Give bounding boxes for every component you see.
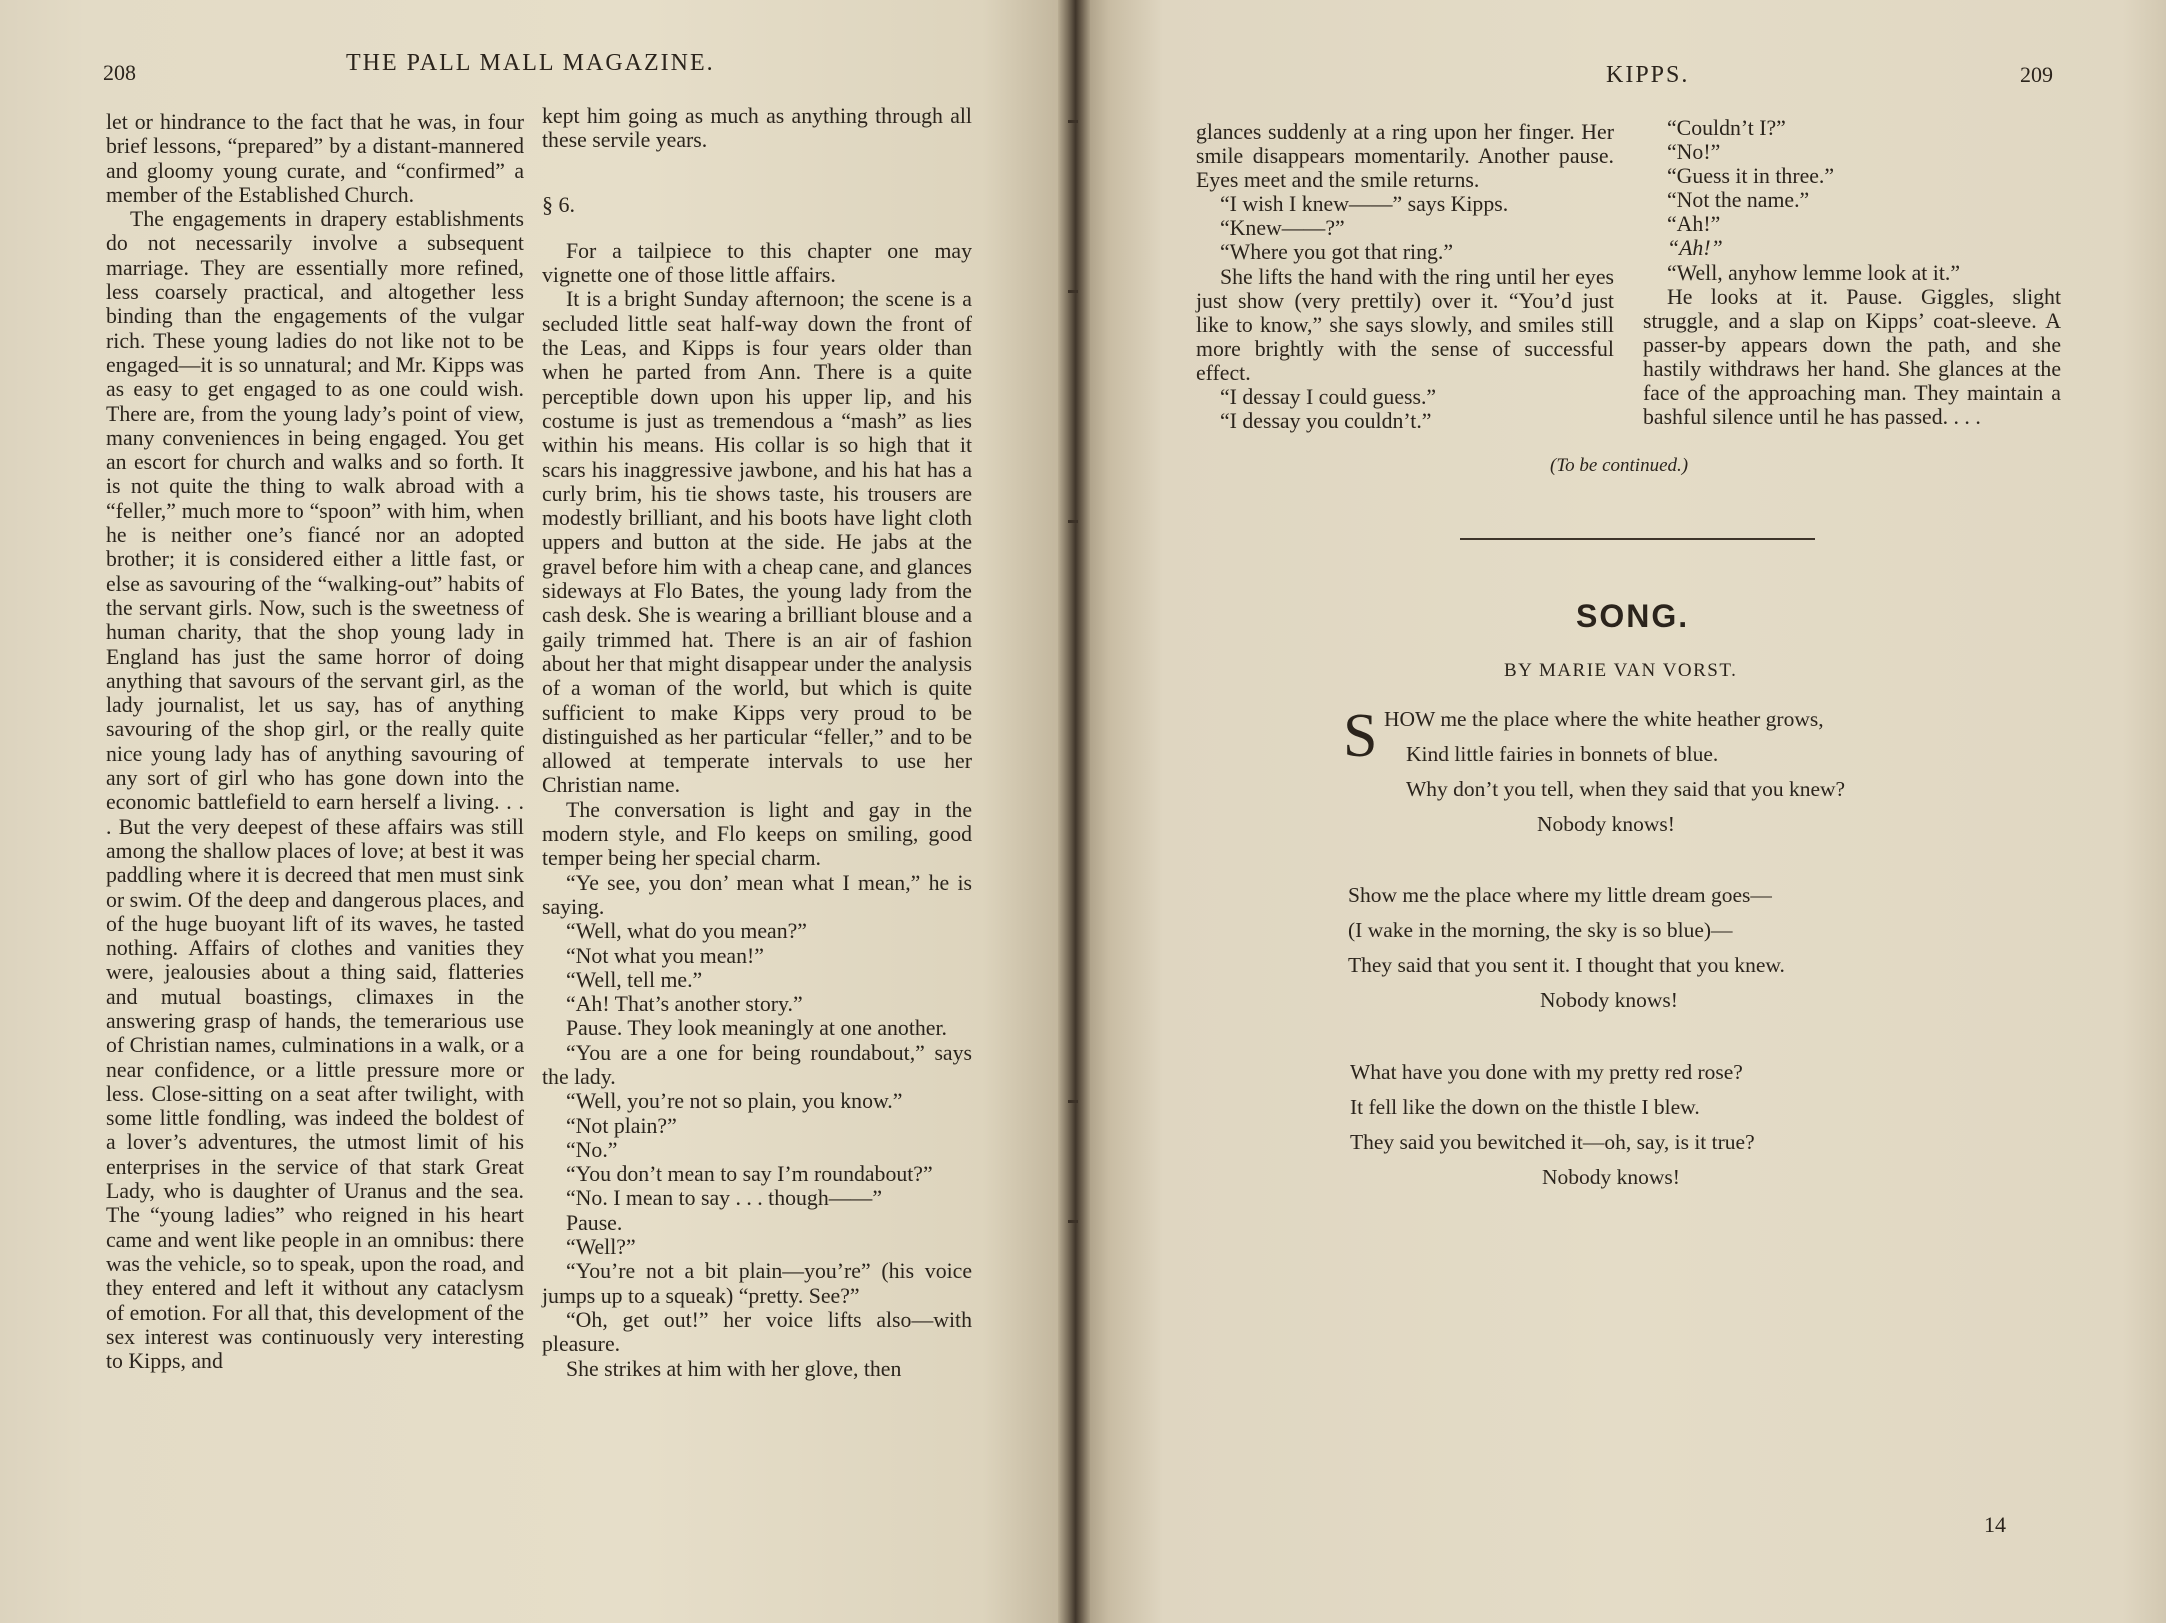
poem-line: HOW me the place where the white heather grows, (1384, 707, 1824, 731)
dialogue-line: “You’re not a bit plain—you’re” (his voice jumps up to a squeak) “pretty. See?” (542, 1259, 972, 1308)
dialogue-line: “Oh, get out!” her voice lifts also—with pleasure. (542, 1307, 972, 1357)
dialogue-line: “Where you got that ring.” (1220, 240, 1454, 265)
running-head-left: THE PALL MALL MAGAZINE. (346, 50, 715, 76)
dialogue-line: “Ye see, you don’ mean what I mean,” he is saying. (542, 870, 972, 919)
left-column-2 (542, 104, 972, 1381)
poem-line: They said you bewitched it—oh, say, is it true? (1350, 1130, 1755, 1154)
dialogue-line: “No. I mean to say . . . though——” (566, 1186, 882, 1211)
dialogue-line: “I dessay I could guess.” (1220, 385, 1437, 410)
left-column-1 (106, 110, 524, 1373)
dialogue-line: “Well, what do you mean?” (566, 919, 807, 944)
dialogue-line: “No!” (1667, 140, 1721, 165)
dialogue-line: “You are a one for being roundabout,” says the lady. (542, 1040, 972, 1089)
page-edge-mark (1068, 290, 1078, 293)
running-head-right: KIPPS. (1606, 62, 1690, 88)
dialogue-line: “You don’t mean to say I’m roundabout?” (566, 1162, 933, 1187)
page-edge-mark (1068, 1100, 1078, 1103)
dialogue-line: “Couldn’t I?” (1667, 116, 1786, 140)
page-edge-mark (1068, 1220, 1078, 1223)
paragraph: glances suddenly at a ring upon her finger. Her smile disappears momentarily. Another pause. Eyes meet and the smile returns. (1196, 120, 1614, 193)
dialogue-line: “Not plain?” (566, 1113, 677, 1138)
song-byline: BY MARIE VAN VORST. (1504, 660, 1738, 681)
book-gutter (1058, 0, 1090, 1623)
dialogue-line: “Well, tell me.” (566, 967, 703, 992)
dialogue-line: “Ah! That’s another story.” (566, 992, 803, 1017)
poem-line: Show me the place where my little dream goes— (1348, 883, 1772, 907)
right-column-2 (1643, 116, 2061, 429)
dialogue-line: “Guess it in three.” (1667, 164, 1835, 189)
dialogue-line: “Well, you’re not so plain, you know.” (566, 1089, 903, 1114)
paragraph: She lifts the hand with the ring until her eyes just show (very prettily) over it. “You’d just like to know,” she says slowly, and smiles still more brightly with the sense of successful effect. (1196, 264, 1614, 385)
paragraph: The conversation is light and gay in the modern style, and Flo keeps on smiling, good temper being her special charm. (542, 797, 972, 871)
dialogue-line: “No.” (566, 1137, 618, 1162)
signature-mark: 14 (1984, 1512, 2006, 1537)
poem-line: Why don’t you tell, when they said that you knew? (1406, 777, 1846, 801)
paragraph: For a tailpiece to this chapter one may vignette one of those little affairs. (542, 238, 972, 288)
paragraph: let or hindrance to the fact that he was, in four brief lessons, “prepared” by a distant-mannered and gloomy young curate, and “confirmed” a member of the Established Church. (106, 110, 524, 207)
page-edge-mark (1068, 120, 1078, 123)
dialogue-line: “Knew——?” (1220, 216, 1345, 241)
dialogue-line: “Not what you mean!” (566, 943, 764, 968)
dialogue-line: She strikes at him with her glove, then (566, 1356, 902, 1381)
dialogue-line: “Ah!” (1667, 212, 1721, 237)
section-heading: § 6. (542, 191, 575, 217)
dialogue-line: “Well, anyhow lemme look at it.” (1667, 260, 1961, 285)
to-be-continued-note: (To be continued.) (1550, 455, 1689, 476)
poem-line: (I wake in the morning, the sky is so blue)— (1348, 918, 1733, 942)
section-rule (1460, 538, 1815, 540)
dialogue-line: “I dessay you couldn’t.” (1220, 409, 1432, 434)
left-page (0, 0, 1068, 1623)
poem-line: Nobody knows! (1540, 988, 1678, 1012)
page-edge-mark (1068, 520, 1078, 523)
page-number-left: 208 (103, 60, 136, 85)
dialogue-line: Pause. They look meaningly at one another. (566, 1016, 947, 1041)
dialogue-line: Pause. (566, 1210, 623, 1235)
paragraph: He looks at it. Pause. Giggles, slight struggle, and a slap on Kipps’ coat-sleeve. A passer-by appears down the path, and she hastily withdraws her hand. She glances at the face of the approaching man. They maintain a bashful silence until he has passed. . . . (1643, 284, 2061, 430)
dialogue-line: “Well?” (566, 1235, 636, 1260)
poem-line: They said that you sent it. I thought that you knew. (1348, 953, 1785, 977)
page-number-right: 209 (2020, 62, 2053, 87)
poem-line: Nobody knows! (1542, 1165, 1680, 1189)
dialogue-line: “I wish I knew——” says Kipps. (1220, 192, 1509, 217)
right-column-1 (1196, 120, 1614, 433)
paragraph: kept him going as much as anything through all these servile years. (542, 104, 972, 153)
dialogue-line: “Not the name.” (1667, 188, 1810, 213)
poem-line: It fell like the down on the thistle I blew. (1350, 1095, 1700, 1119)
song-title: SONG. (1576, 598, 1690, 634)
poem-line: What have you done with my pretty red rose? (1350, 1060, 1743, 1084)
paragraph: The engagements in drapery establishments do not necessarily involve a subsequent marriage. They are essentially more refined, less coarsely practical, and altogether less binding than the engagements of the vulgar rich. These young ladies do not like not to be engaged—it is so unnatural; and Mr. Kipps was as easy to get engaged to as one could wish. There are, from the young lady’s point of view, many conveniences in being engaged. You get an escort for church and walks and so forth. It is not quite the thing to walk abroad with a “feller,” much more to “spoon” with him, when he is neither one’s fiancé nor an adopted brother; it is considered either a little fast, or else as savouring of the “walking-out” habits of the servant girls. Now, such is the sweetness of human charity, that the shop young lady in England has just the same horror of doing anything that savours of the servant girl, as the lady journalist, let us say, has of anything savouring of the shop girl, or the really quite nice young lady has of anything savouring of any sort of girl who has gone down into the economic battlefield to earn herself a living. . . . But the very deepest of these affairs was still among the shallow places of love; at best it was paddling where it is decreed that men must sink or swim. Of the deep and dangerous places, and of the huge buoyant lift of its waves, he tasted nothing. Affairs of clothes and vanities they were, jealousies about a thing said, flatteries and mutual boastings, climaxes in the answering grasp of hands, the temerarious use of Christian names, culminations in a walk, or a near confidence, or a little pressure more or less. Close-sitting on a seat after twilight, with some little fondling, was indeed the boldest of a lover’s adventures, the utmost limit of his enterprises in the service of that stark Great Lady, who is daughter of Uranus and the sea. The “young ladies” who reigned in his heart came and went like people in an omnibus: there was the vehicle, so to speak, upon the road, and they entered and left it without any cataclysm of emotion. For all that, this development of the sex interest was continuously very interesting to Kipps, and (106, 207, 524, 1374)
dialogue-line: “Ah!” (1667, 236, 1723, 261)
poem-line: Kind little fairies in bonnets of blue. (1406, 742, 1719, 766)
poem-line: Nobody knows! (1537, 812, 1675, 836)
paragraph: It is a bright Sunday afternoon; the scene is a secluded little seat half-way down the front of the Leas, and Kipps is four years older than when he parted from Ann. There is a quite perceptible down upon his upper lip, and his costume is just as tremendous a “mash” as lies within his means. His collar is so high that it scars his inaggressive jawbone, and his hat has a curly brim, his tie shows taste, his trousers are modestly brilliant, and his boots have light cloth uppers and button at the side. He jabs at the gravel before him with a cheap cane, and glances sideways at Flo Bates, the young lady from the cash desk. She is wearing a brilliant blouse and a gaily trimmed hat. There is an air of fashion about her that might disappear under the analysis of a woman of the world, but which is quite sufficient to make Kipps very proud to be distinguished as her particular “feller,” and to be allowed at temperate intervals to use her Christian name. (542, 287, 972, 798)
drop-cap: S (1343, 702, 1378, 770)
